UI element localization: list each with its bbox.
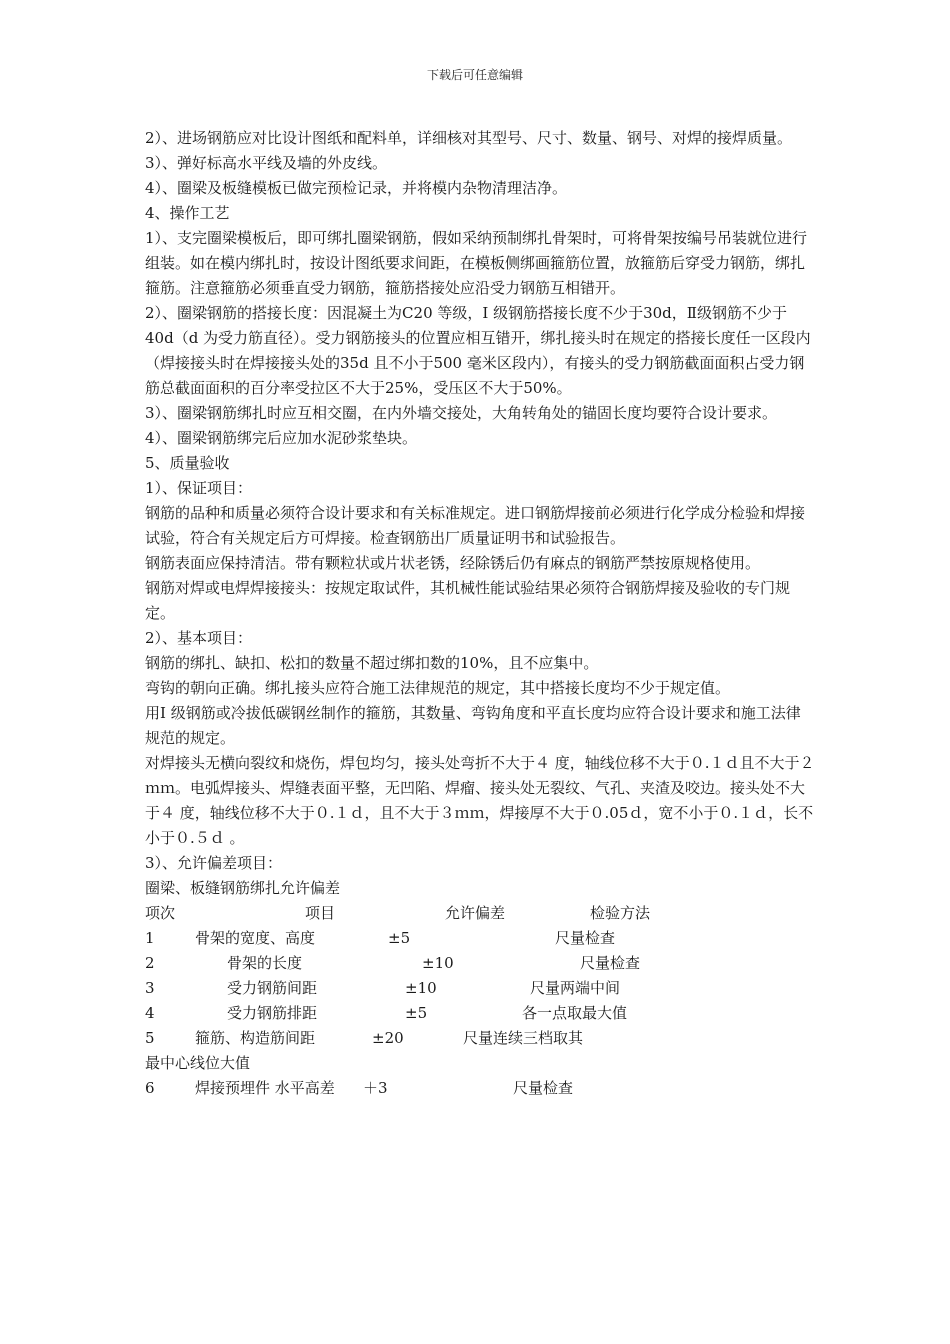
table-cell: 箍筋、构造筋间距 bbox=[195, 1029, 316, 1047]
table-cell: 2 bbox=[145, 954, 155, 972]
table-cell: 尺量检查 bbox=[580, 954, 641, 972]
paragraph: 3）、圈梁钢筋绑扎时应互相交圈，在内外墙交接处，大角转角处的锚固长度均要符合设计要求。 bbox=[145, 404, 778, 422]
table-row bbox=[145, 1001, 815, 1026]
table-cell: 受力钢筋间距 bbox=[227, 979, 318, 997]
table-cell: 4 bbox=[145, 1004, 155, 1022]
table-cell: ±10 bbox=[405, 979, 437, 997]
table-cell: 骨架的宽度、高度 bbox=[195, 929, 316, 947]
table-header-cell: 允许偏差 bbox=[445, 904, 506, 922]
subsection-heading: 1）、保证项目： bbox=[145, 479, 253, 497]
table-header-cell: 项目 bbox=[305, 904, 336, 922]
paragraph: 对焊接头无横向裂纹和烧伤，焊包均匀，接头处弯折不大于４ 度，轴线位移不大于０.１ｄ且不大于２ｍｍ。电弧焊接头、焊缝表面平整，无凹陷、焊瘤、接头处无裂纹、气孔、夹渣及咬边。接头处不大于４ 度，轴线位移不大于０.１ｄ，且不大于３ｍｍ，焊接厚不大于０.05ｄ，宽不小于０.１ｄ，长不小于０.５ｄ 。 bbox=[145, 754, 815, 847]
table-cell: 3 bbox=[145, 979, 155, 997]
table-cell: 尺量连续三档取其 bbox=[463, 1029, 584, 1047]
table-continuation: 最中心线位大值 bbox=[145, 1054, 251, 1072]
table-row bbox=[145, 1076, 815, 1101]
table-cell: 尺量检查 bbox=[513, 1079, 574, 1097]
table-row bbox=[145, 976, 815, 1001]
table-row bbox=[145, 926, 815, 951]
table-cell: ±5 bbox=[405, 1004, 428, 1022]
table-header-row bbox=[145, 901, 815, 926]
paragraph: 2）、圈梁钢筋的搭接长度：因混凝土为C20 等级，I 级钢筋搭接长度不少于30d，Ⅱ级钢筋不少于40d（d 为受力筋直径）。受力钢筋接头的位置应相互错开，绑扎接头时在规定的搭接长度任一区段内（焊接接头时在焊接接头处的35d 且不小于500 毫米区段内），有接头的受力钢筋截面面积占受力钢筋总截面面积的百分率受拉区不大于25%，受压区不大于50%。 bbox=[145, 304, 811, 397]
table-cell: 尺量两端中间 bbox=[530, 979, 621, 997]
subsection-heading: 2）、基本项目： bbox=[145, 629, 253, 647]
table-cell: 各一点取最大值 bbox=[522, 1004, 628, 1022]
table-cell: ±10 bbox=[422, 954, 454, 972]
table-cell: 受力钢筋排距 bbox=[227, 1004, 318, 1022]
table-cell: 焊接预埋件 水平高差 bbox=[195, 1079, 335, 1097]
paragraph: 1）、支完圈梁模板后，即可绑扎圈梁钢筋，假如采纳预制绑扎骨架时，可将骨架按编号吊装就位进行组装。如在模内绑扎时，按设计图纸要求间距，在模板侧绑画箍筋位置，放箍筋后穿受力钢筋，绑扎箍筋。注意箍筋必须垂直受力钢筋，箍筋搭接处应沿受力钢筋互相错开。 bbox=[145, 229, 808, 297]
table-cell: 6 bbox=[145, 1079, 155, 1097]
table-cell: 尺量检查 bbox=[555, 929, 616, 947]
document-body bbox=[145, 126, 815, 1101]
paragraph: 2）、进场钢筋应对比设计图纸和配料单，详细核对其型号、尺寸、数量、钢号、对焊的接焊质量。 bbox=[145, 129, 793, 147]
table-caption: 圈梁、板缝钢筋绑扎允许偏差 bbox=[145, 879, 341, 897]
table-cell: ＋3 bbox=[363, 1079, 388, 1097]
page-header: 下载后可任意编辑 bbox=[426, 68, 523, 82]
paragraph: 钢筋对焊或电焊焊接接头：按规定取试件，其机械性能试验结果必须符合钢筋焊接及验收的专门规定。 bbox=[145, 579, 791, 622]
paragraph: 3）、弹好标高水平线及墙的外皮线。 bbox=[145, 154, 388, 172]
table-cell: 骨架的长度 bbox=[227, 954, 303, 972]
table-cell: 1 bbox=[145, 929, 155, 947]
table-cell: ±20 bbox=[372, 1029, 404, 1047]
table-cell: 5 bbox=[145, 1029, 155, 1047]
table-row bbox=[145, 951, 815, 976]
paragraph: 4）、圈梁及板缝模板已做完预检记录，并将模内杂物清理洁净。 bbox=[145, 179, 568, 197]
table-header-cell: 项次 bbox=[145, 904, 176, 922]
paragraph: 4）、圈梁钢筋绑完后应加水泥砂浆垫块。 bbox=[145, 429, 418, 447]
paragraph: 钢筋的品种和质量必须符合设计要求和有关标准规定。进口钢筋焊接前必须进行化学成分检验和焊接试验，符合有关规定后方可焊接。检查钢筋出厂质量证明书和试验报告。 bbox=[145, 504, 806, 547]
table-cell: ±5 bbox=[388, 929, 411, 947]
table-row bbox=[145, 1026, 815, 1051]
paragraph: 用I 级钢筋或冷拔低碳钢丝制作的箍筋，其数量、弯钩角度和平直长度均应符合设计要求和施工法律规范的规定。 bbox=[145, 704, 801, 747]
paragraph: 弯钩的朝向正确。绑扎接头应符合施工法律规范的规定，其中搭接长度均不少于规定值。 bbox=[145, 679, 731, 697]
section-heading: 5、质量验收 bbox=[145, 454, 230, 472]
paragraph: 钢筋表面应保持清洁。带有颗粒状或片状老锈，经除锈后仍有麻点的钢筋严禁按原规格使用。 bbox=[145, 554, 761, 572]
section-heading: 4、操作工艺 bbox=[145, 204, 230, 222]
subsection-heading: 3）、允许偏差项目： bbox=[145, 854, 283, 872]
paragraph: 钢筋的绑扎、缺扣、松扣的数量不超过绑扣数的10%，且不应集中。 bbox=[145, 654, 599, 672]
table-header-cell: 检验方法 bbox=[590, 904, 651, 922]
